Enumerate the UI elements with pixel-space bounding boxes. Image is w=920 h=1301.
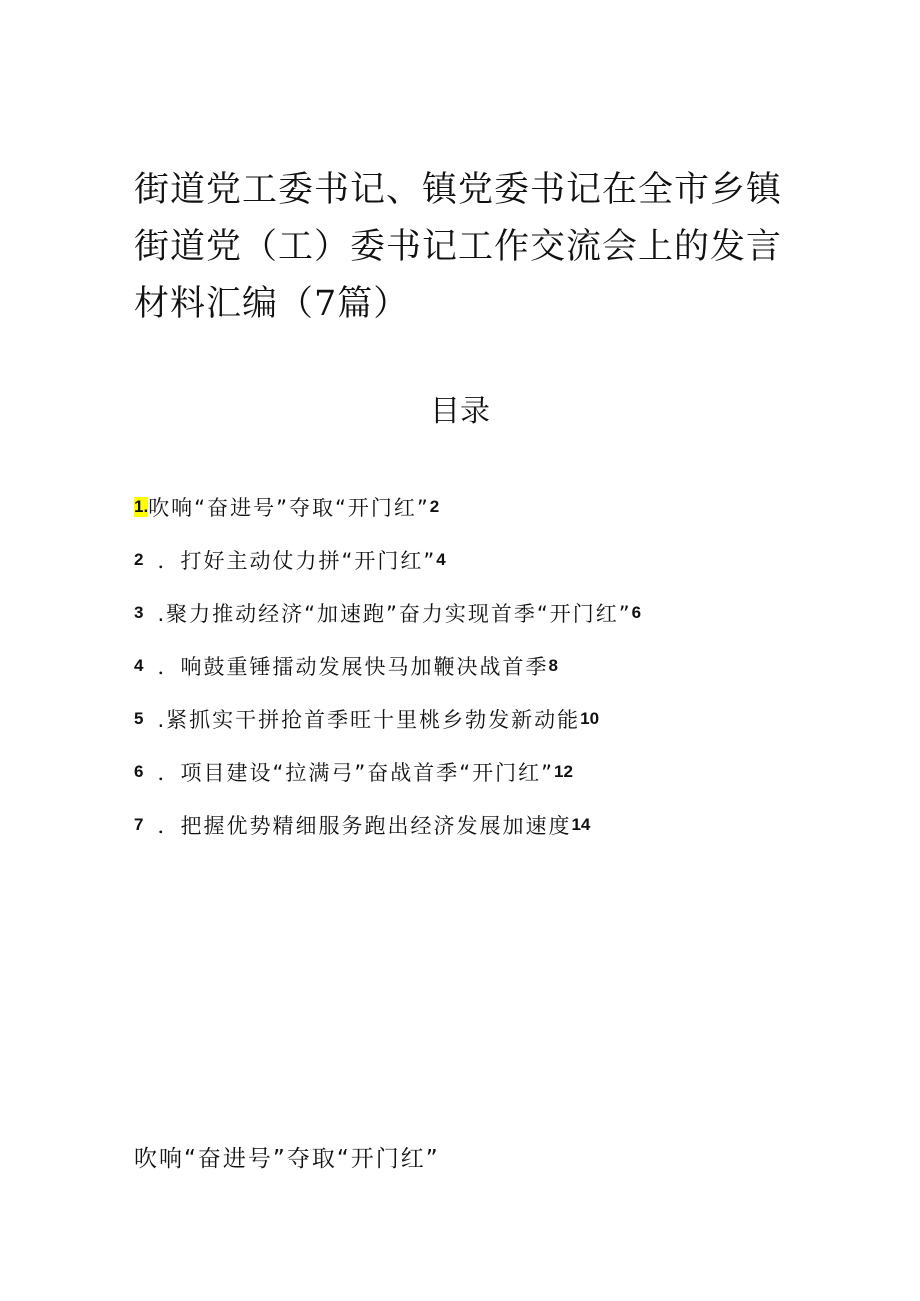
toc-item-title: ．响鼓重锤擂动发展快马加鞭决战首季 bbox=[157, 654, 549, 679]
toc-item-title: ．项目建设“拉满弓”奋战首季“开门红” bbox=[157, 760, 554, 785]
toc-item-number: 6 bbox=[134, 761, 144, 781]
toc-item-page: 12 bbox=[554, 761, 573, 781]
toc-item-page: 2 bbox=[429, 496, 440, 516]
toc-item-number: 2 bbox=[134, 549, 144, 569]
toc-item-page: 14 bbox=[571, 814, 591, 834]
toc-item-number: 1. bbox=[134, 496, 149, 516]
toc-item-title: ．把握优势精细服务跑出经济发展加速度 bbox=[157, 813, 572, 838]
toc-item-2[interactable] bbox=[134, 533, 834, 586]
toc-item-number: 7 bbox=[134, 814, 144, 834]
toc-item-title: .聚力推动经济“加速跑”奋力实现首季“开门红” bbox=[157, 601, 632, 626]
toc-item-number: 3 bbox=[134, 602, 144, 622]
toc-item-title: .紧抓实干拼抢首季旺十里桃乡勃发新动能 bbox=[157, 707, 581, 732]
toc-item-title: ．打好主动仗力拼“开门红” bbox=[157, 548, 437, 573]
toc-item-3[interactable] bbox=[134, 586, 834, 639]
toc-item-7[interactable] bbox=[134, 798, 834, 851]
toc-item-5[interactable] bbox=[134, 692, 834, 745]
toc-item-page: 6 bbox=[631, 602, 642, 622]
toc-item-page: 10 bbox=[580, 708, 600, 728]
toc-item-page: 4 bbox=[436, 549, 446, 569]
table-of-contents bbox=[134, 480, 834, 851]
document-title: 街道党工委书记、镇党委书记在全市乡镇街道党（工）委书记工作交流会上的发言材料汇编（7篇） bbox=[134, 170, 783, 324]
toc-item-number: 4 bbox=[134, 655, 144, 675]
toc-item-number: 5 bbox=[134, 708, 144, 728]
toc-item-4[interactable] bbox=[134, 639, 834, 692]
toc-item-6[interactable] bbox=[134, 745, 834, 798]
toc-heading: 目录 bbox=[430, 394, 490, 429]
section-title: 吹响“奋进号”夺取“开门红” bbox=[134, 1146, 440, 1172]
toc-item-title: 吹响“奋进号”夺取“开门红” bbox=[148, 495, 430, 520]
toc-item-page: 8 bbox=[548, 655, 558, 675]
toc-item-1[interactable] bbox=[134, 480, 834, 533]
